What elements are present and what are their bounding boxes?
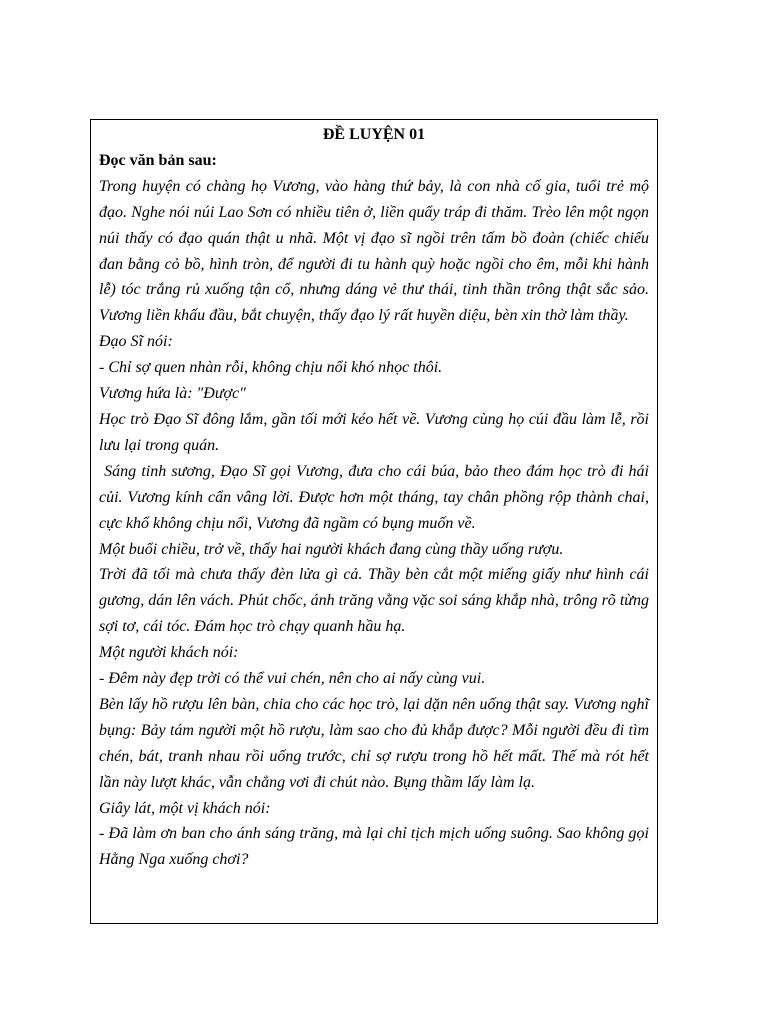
document-title: ĐỀ LUYỆN 01: [322, 126, 426, 143]
paragraph: Học trò Đạo Sĩ đông lắm, gần tối mới kéo hết về. Vương cùng họ cúi đầu làm lễ, rồi lưu lại trong quán.: [99, 410, 649, 454]
paragraph: Bèn lấy hồ rượu lên bàn, chia cho các học trò, lại dặn nên uống thật say. Vương nghĩ bụng: Bảy tám người một hồ rượu, làm sao cho đủ khắp được? Mỗi người đều đi tìm chén, bát, tranh nhau rồi uống trước, chỉ sợ rượu trong hồ hết mất. Thế mà rót hết lần này lượt khác, vẫn chẳng vơi đi chút nào. Bụng thầm lấy làm lạ.: [99, 695, 649, 791]
reading-instruction: Đọc văn bản sau:: [99, 151, 217, 169]
paragraph: - Chỉ sợ quen nhàn rỗi, không chịu nổi khó nhọc thôi.: [99, 359, 443, 377]
paragraph: Trời đã tối mà chưa thấy đèn lửa gì cả. Thầy bèn cắt một miếng giấy như hình cái gương, dán lên vách. Phút chốc, ánh trăng vằng vặc soi sáng khắp nhà, trông rõ từng sợi tơ, cái tóc. Đám học trò chạy quanh hầu hạ.: [99, 566, 649, 636]
paragraph: Một buổi chiều, trở về, thấy hai người khách đang cùng thầy uống rượu.: [99, 540, 564, 558]
paragraph: Đạo Sĩ nói:: [99, 333, 173, 351]
paragraph: Sáng tinh sương, Đạo Sĩ gọi Vương, đưa cho cái búa, bảo theo đám học trò đi hái củi. Vương kính cẩn vâng lời. Được hơn một tháng, tay chân phồng rộp thành chai, cực khổ không chịu nổi, Vương đã ngầm có bụng muốn về.: [99, 462, 653, 532]
paragraph: - Đã làm ơn ban cho ánh sáng trăng, mà lại chỉ tịch mịch uống suông. Sao không gọi Hằng Nga xuống chơi?: [99, 825, 649, 869]
paragraph: Trong huyện có chàng họ Vương, vào hàng thứ bảy, là con nhà cố gia, tuổi trẻ mộ đạo. Nghe nói núi Lao Sơn có nhiều tiên ở, liền quẩy tráp đi thăm. Trèo lên một ngọn núi thấy có đạo quán thật u nhã. Một vị đạo sĩ ngồi trên tấm bồ đoàn (chiếc chiếu đan bằng cỏ bồ, hình tròn, để người đi tu hành quỳ hoặc ngồi cho êm, mỗi khi hành lễ) tóc trắng rủ xuống tận cổ, nhưng dáng vẻ thư thái, tinh thần trông thật sắc sảo. Vương liền khấu đầu, bắt chuyện, thấy đạo lý rất huyền diệu, bèn xin thờ làm thầy.: [99, 177, 649, 325]
paragraph: Giây lát, một vị khách nói:: [99, 799, 271, 817]
paragraph: Một người khách nói:: [99, 644, 239, 662]
document-frame: [90, 119, 658, 924]
paragraph: Vương hứa là: "Được": [99, 385, 246, 403]
paragraph: - Đêm này đẹp trời có thể vui chén, nên cho ai nấy cùng vui.: [99, 670, 486, 688]
